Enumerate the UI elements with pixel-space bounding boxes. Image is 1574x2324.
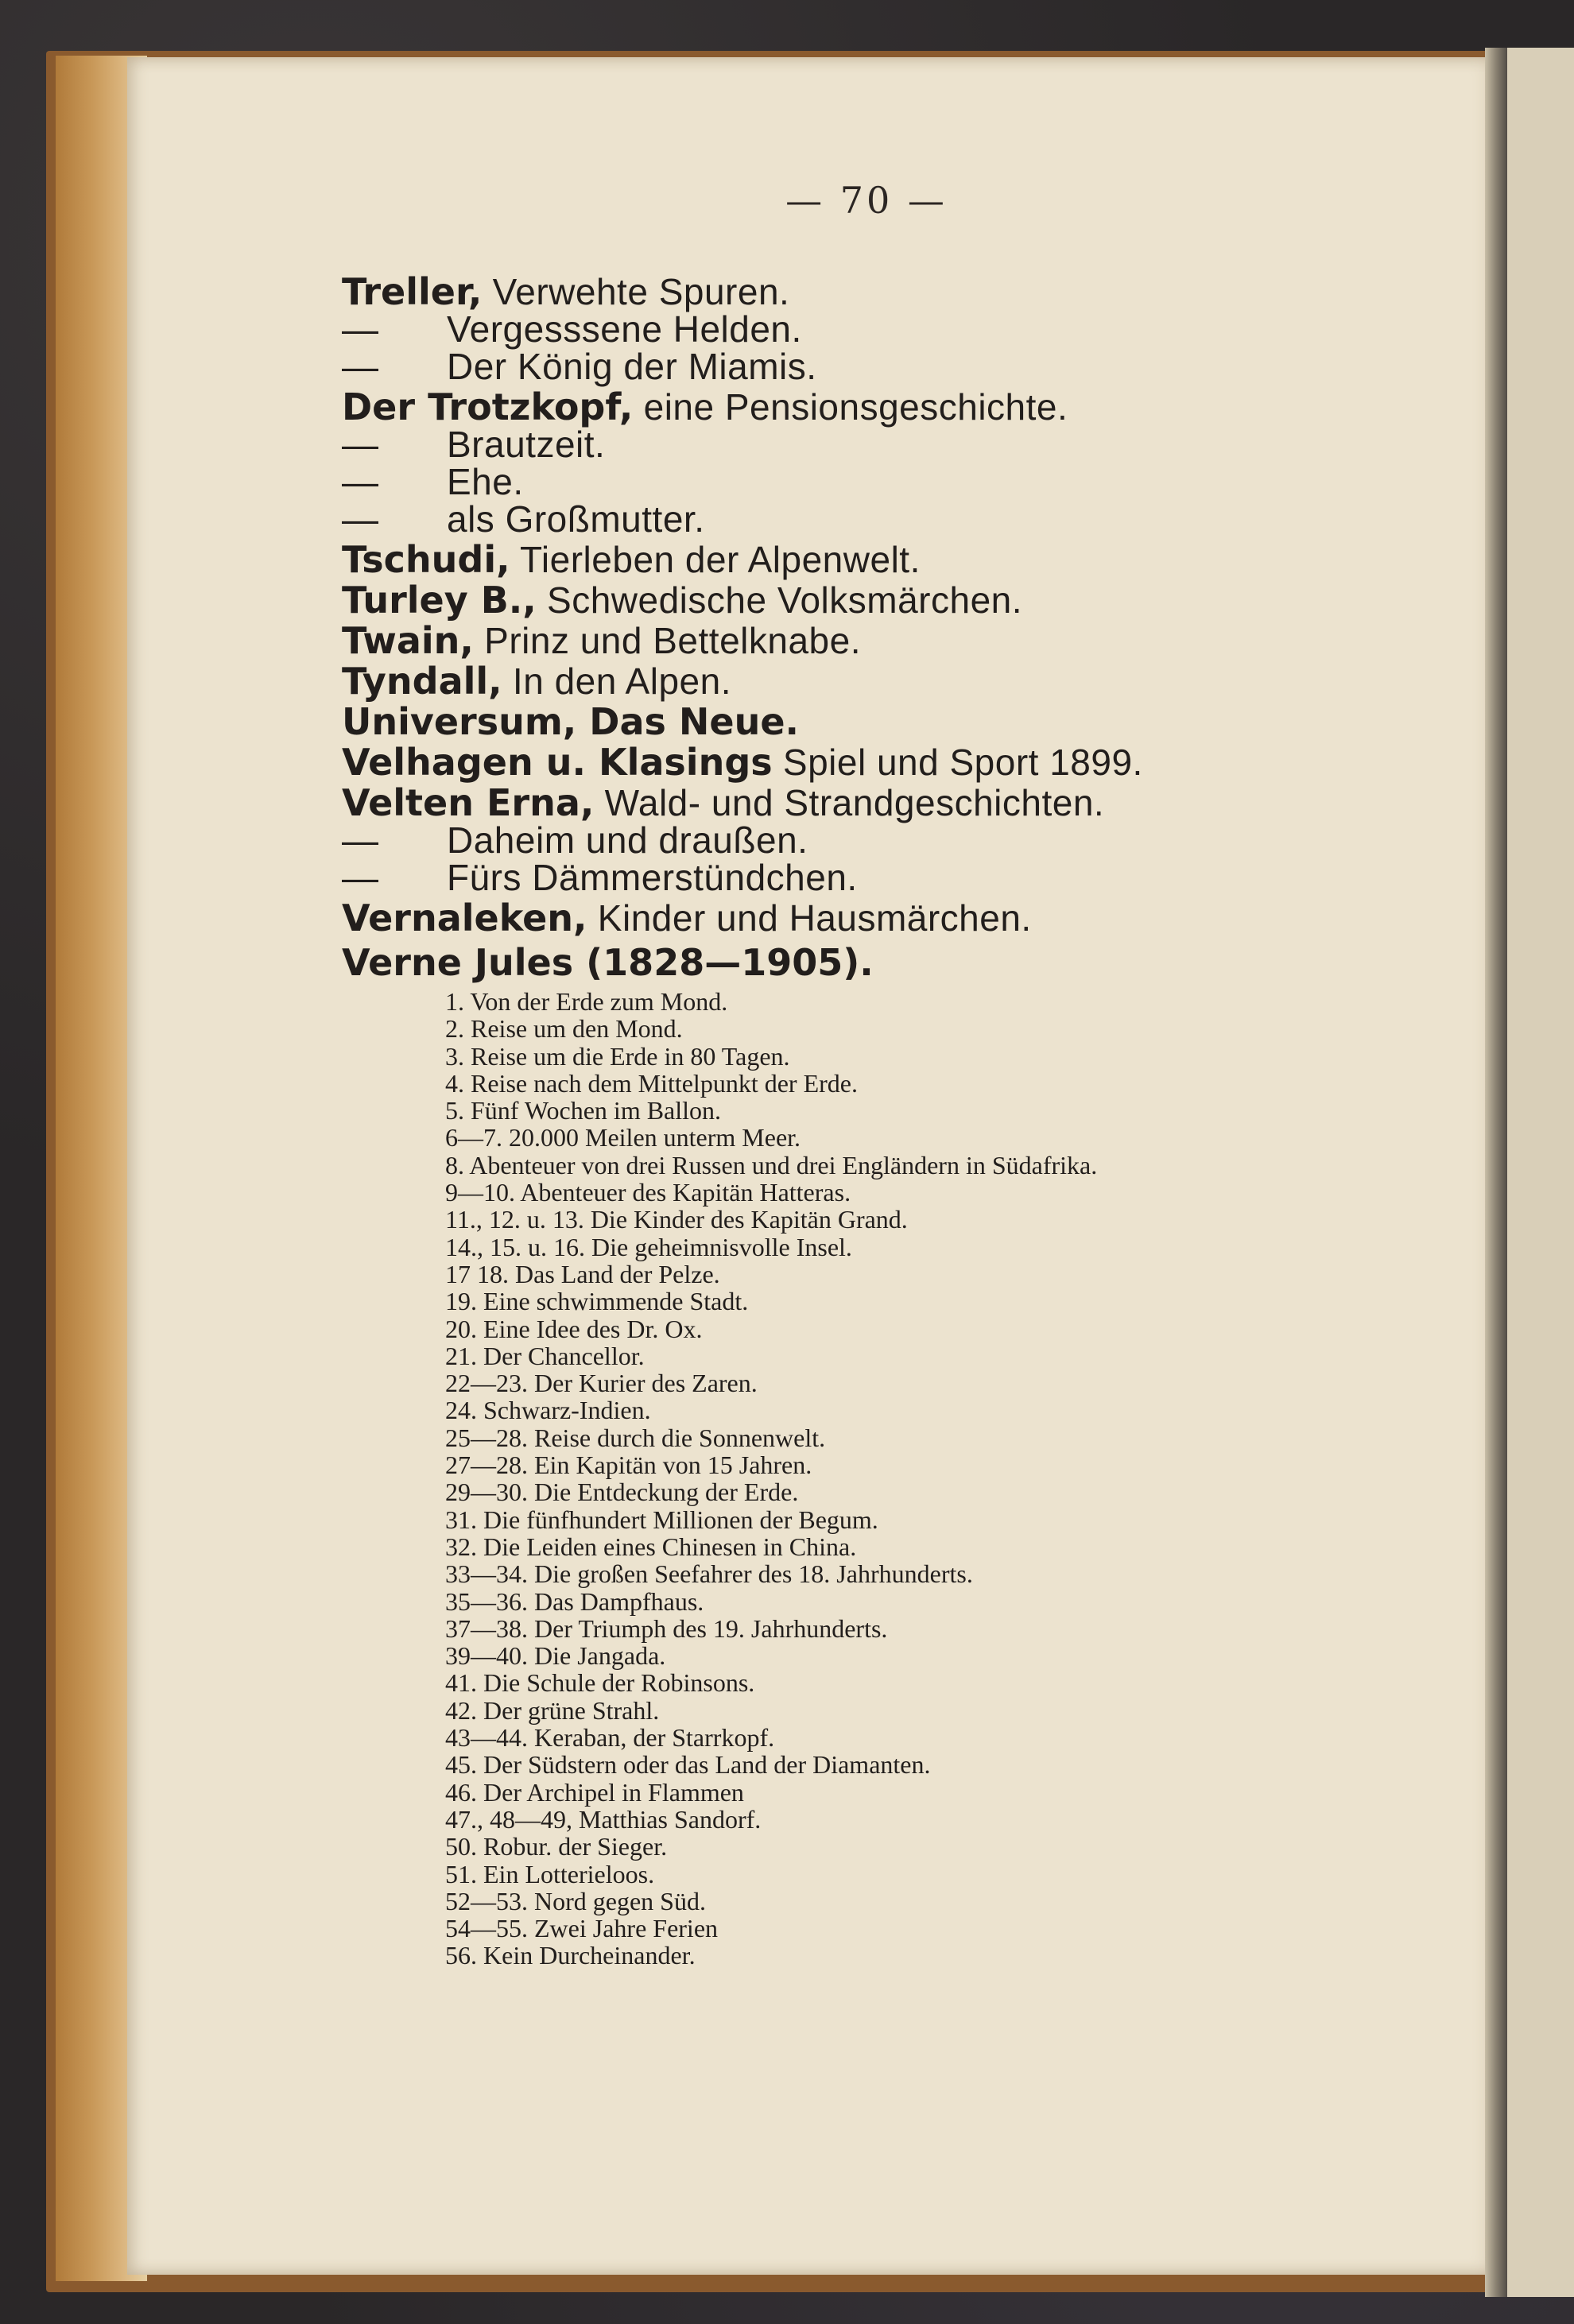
- verne-works-list: [445, 988, 1471, 1970]
- entry-author: Universum, Das Neue.: [342, 700, 800, 743]
- entry-author: Velten Erna,: [342, 781, 595, 824]
- entry-title: Schwedische Volksmärchen.: [536, 579, 1023, 621]
- verne-work-item: 37—38. Der Triumph des 19. Jahrhunderts.: [445, 1613, 888, 1643]
- verne-work-item: 25—28. Reise durch die Sonnenwelt.: [445, 1423, 826, 1452]
- entry-title: Spiel und Sport 1899.: [772, 742, 1143, 783]
- catalog-entry: [342, 463, 1471, 501]
- catalog-entry: [342, 897, 1471, 939]
- ditto-dash: —: [342, 857, 379, 898]
- catalog-entry: [342, 270, 1471, 313]
- catalog-entry: [342, 426, 1471, 463]
- book-gutter: [1485, 48, 1509, 2297]
- verne-work-item: 39—40. Die Jangada.: [445, 1641, 666, 1671]
- catalog-entry: [342, 498, 1471, 540]
- verne-work-item: 52—53. Nord gegen Süd.: [445, 1886, 706, 1915]
- ditto-dash: —: [342, 461, 379, 502]
- catalog-list: [342, 270, 1471, 1970]
- verne-work-item: 41. Die Schule der Robinsons.: [445, 1668, 755, 1698]
- catalog-entry: [342, 819, 1471, 861]
- catalog-entry: [342, 579, 1471, 622]
- entry-title: Prinz und Bettelknabe.: [473, 620, 861, 661]
- entry-author: Velhagen u. Klasings: [342, 741, 773, 784]
- entry-title: Kinder und Hausmärchen.: [587, 897, 1032, 939]
- verne-heading: Verne Jules (1828—1905).: [342, 941, 874, 984]
- catalog-entry: [342, 700, 1471, 743]
- ditto-dash: —: [342, 308, 379, 350]
- entry-title: Daheim und draußen.: [447, 819, 808, 861]
- entry-title: als Großmutter.: [447, 498, 705, 540]
- verne-work-item: 46. Der Archipel in Flammen: [445, 1777, 744, 1807]
- verne-work-item: 9—10. Abenteuer des Kapitän Hatteras.: [445, 1178, 851, 1207]
- entry-title: Fürs Dämmerstündchen.: [447, 857, 858, 898]
- verne-work-item: 29—30. Die Entdeckung der Erde.: [445, 1478, 799, 1507]
- catalog-entry: [342, 538, 1471, 581]
- entry-title: In den Alpen.: [502, 660, 731, 702]
- entry-title: Der König der Miamis.: [447, 346, 817, 387]
- verne-work-item: 50. Robur. der Sieger.: [445, 1832, 668, 1861]
- verne-work-item: 51. Ein Lotterieloos.: [445, 1859, 655, 1888]
- verne-work-item: 17 18. Das Land der Pelze.: [445, 1259, 720, 1288]
- verne-work-item: 6—7. 20.000 Meilen unterm Meer.: [445, 1123, 801, 1152]
- entry-title: Vergesssene Helden.: [447, 308, 802, 350]
- entry-title: Verwehte Spuren.: [482, 271, 790, 312]
- verne-work-item: 8. Abenteuer von drei Russen und drei Engländern in Südafrika.: [445, 1150, 1098, 1179]
- entry-author: Treller,: [342, 270, 483, 313]
- verne-work-item: 19. Eine schwimmende Stadt.: [445, 1287, 749, 1316]
- catalog-entry: [342, 348, 1471, 385]
- entry-author: Vernaleken,: [342, 897, 587, 939]
- verne-work-item: 42. Der grüne Strahl.: [445, 1695, 660, 1725]
- facing-page-edge: [1507, 48, 1574, 2297]
- page-number: — 70 —: [785, 179, 948, 222]
- verne-work-item: 2. Reise um den Mond.: [445, 1014, 683, 1044]
- entry-author: Tschudi,: [342, 538, 510, 581]
- verne-work-item: 35—36. Das Dampfhaus.: [445, 1586, 704, 1616]
- author-entries: [342, 270, 1471, 939]
- entry-title: Wald- und Strandgeschichten.: [594, 782, 1105, 823]
- verne-work-item: 11., 12. u. 13. Die Kinder des Kapitän Grand.: [445, 1205, 908, 1234]
- verne-work-item: 33—34. Die großen Seefahrer des 18. Jahrhunderts.: [445, 1559, 973, 1589]
- verne-work-item: 21. Der Chancellor.: [445, 1341, 645, 1370]
- verne-work-item: 32. Die Leiden eines Chinesen in China.: [445, 1532, 857, 1561]
- verne-work-item: 31. Die fünfhundert Millionen der Begum.: [445, 1505, 878, 1534]
- catalog-entry: [342, 660, 1471, 703]
- verne-work-item: 47., 48—49, Matthias Sandorf.: [445, 1804, 762, 1834]
- ditto-dash: —: [342, 424, 379, 465]
- catalog-entry: [342, 308, 1471, 350]
- entry-title: Brautzeit.: [447, 424, 606, 465]
- verne-work-item: 56. Kein Durcheinander.: [445, 1941, 696, 1970]
- catalog-entry: [342, 859, 1471, 897]
- catalog-entry: [342, 781, 1471, 824]
- entry-author: Turley B.,: [342, 579, 537, 622]
- verne-work-item: 43—44. Keraban, der Starrkopf.: [445, 1723, 775, 1753]
- entry-title: eine Pensionsgeschichte.: [633, 386, 1068, 428]
- entry-author: Twain,: [342, 619, 474, 662]
- verne-work-item: 54—55. Zwei Jahre Ferien: [445, 1914, 719, 1943]
- verne-work-item: 4. Reise nach dem Mittelpunkt der Erde.: [445, 1068, 858, 1098]
- verne-work-item: 45. Der Südstern oder das Land der Diamanten.: [445, 1750, 931, 1780]
- ditto-dash: —: [342, 346, 379, 387]
- verne-work-item: 14., 15. u. 16. Die geheimnisvolle Insel.: [445, 1232, 852, 1261]
- ditto-dash: —: [342, 819, 379, 861]
- catalog-entry: [342, 385, 1471, 428]
- entry-author: Tyndall,: [342, 660, 502, 703]
- verne-work-item: 27—28. Ein Kapitän von 15 Jahren.: [445, 1451, 812, 1480]
- catalog-entry: [342, 619, 1471, 662]
- verne-work-item: 24. Schwarz-Indien.: [445, 1396, 651, 1425]
- verne-work-item: 3. Reise um die Erde in 80 Tagen.: [445, 1041, 790, 1071]
- verne-work-item: 22—23. Der Kurier des Zaren.: [445, 1369, 758, 1398]
- entry-title: Tierleben der Alpenwelt.: [510, 539, 921, 580]
- verne-work-item: 20. Eine Idee des Dr. Ox.: [445, 1314, 703, 1343]
- verne-work-item: 5. Fünf Wochen im Ballon.: [445, 1096, 722, 1125]
- entry-author: Der Trotzkopf,: [342, 385, 634, 428]
- ditto-dash: —: [342, 498, 379, 540]
- entry-title: Ehe.: [447, 461, 524, 502]
- verne-work-item: 1. Von der Erde zum Mond.: [445, 987, 728, 1016]
- catalog-entry: [342, 741, 1471, 784]
